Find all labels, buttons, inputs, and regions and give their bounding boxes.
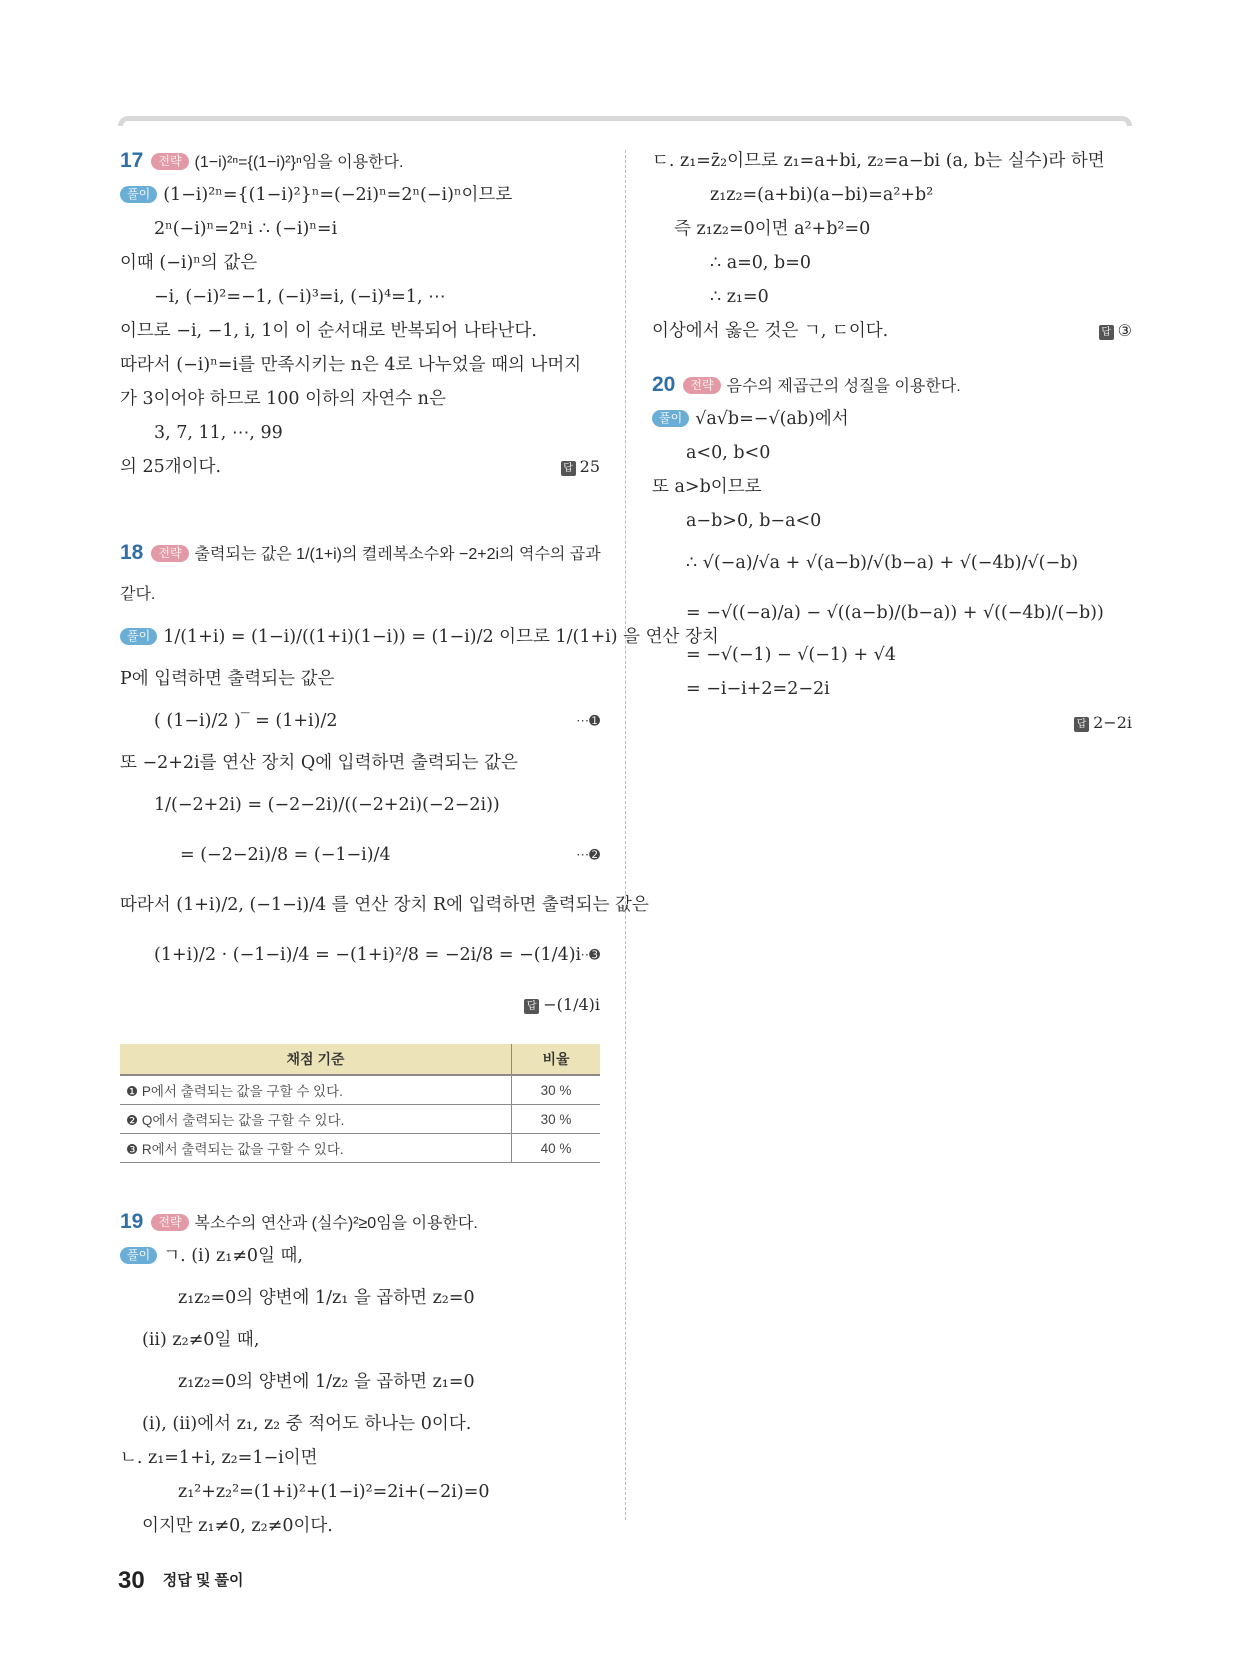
problem-17-hint: (1−i)²ⁿ={(1−i)²}ⁿ임을 이용한다. [194, 154, 404, 171]
rubric-header-row [120, 1044, 600, 1075]
solution-badge: 풀이 [120, 628, 157, 645]
solution-line [652, 314, 1132, 348]
answer-mark [1099, 314, 1132, 348]
solution-line: 또 a>b이므로 [652, 477, 762, 497]
solution-text: 의 25개이다. [120, 457, 222, 477]
solution-text: (1−i)²ⁿ={(1−i)²}ⁿ=(−2i)ⁿ=2ⁿ(−i)ⁿ이므로 [163, 185, 513, 205]
rubric-header-ratio: 비율 [512, 1044, 601, 1075]
solution-text: √a√b=−√(ab)에서 [695, 409, 849, 429]
answer-mark [524, 980, 600, 1030]
table-row [120, 1075, 600, 1105]
problem-18-hint: 출력되는 값은 1/(1+i)의 켤레복소수와 −2+2i의 역수의 곱과 [194, 546, 601, 563]
solution-line [120, 930, 600, 980]
solution-line: a−b>0, b−a<0 [686, 511, 822, 531]
solution-line: ∴ a=0, b=0 [710, 253, 812, 273]
problem-17 [120, 144, 600, 484]
page-number: 30 [118, 1567, 145, 1594]
solution-line: 이때 (−i)ⁿ의 값은 [120, 253, 258, 273]
answer-icon: 답 [1074, 717, 1089, 732]
problem-18 [120, 528, 719, 1163]
solution-line: 3, 7, 11, ⋯, 99 [154, 423, 283, 443]
problem-19-continued [652, 144, 1132, 348]
solution-line: (i), (ii)에서 z₁, z₂ 중 적어도 하나는 0이다. [142, 1414, 472, 1434]
solution-line [120, 830, 600, 880]
solution-text: ㄱ. (i) z₁≠0일 때, [163, 1246, 304, 1266]
step-marker: ⋯➊ [576, 713, 600, 728]
solution-line: 따라서 (−i)ⁿ=i를 만족시키는 n은 4로 나누었을 때의 나머지 [120, 355, 582, 375]
rubric-header-criteria: 채점 기준 [120, 1044, 512, 1075]
answer-icon: 답 [561, 461, 576, 476]
table-row [120, 1105, 600, 1134]
problem-19 [120, 1205, 600, 1543]
solution-line: 2ⁿ(−i)ⁿ=2ⁿi ∴ (−i)ⁿ=i [154, 219, 338, 239]
problem-20-number: 20 [652, 373, 676, 396]
solution-line: (ii) z₂≠0일 때, [142, 1330, 260, 1350]
solution-line: 1/(−2+2i) = (−2−2i)/((−2+2i)(−2−2i)) [154, 795, 500, 815]
solution-text: 이상에서 옳은 것은 ㄱ, ㄷ이다. [652, 321, 889, 341]
solution-line: z₁z₂=0의 양변에 1/z₁ 을 곱하면 z₂=0 [178, 1288, 475, 1308]
solution-badge: 풀이 [652, 410, 689, 427]
solution-text: ( (1−i)/2 )‾ = (1+i)/2 [154, 711, 338, 731]
solution-line: a<0, b<0 [686, 443, 771, 463]
solution-line: 따라서 (1+i)/2, (−1−i)/4 를 연산 장치 R에 입력하면 출력되는 값은 [120, 895, 649, 915]
strategy-badge: 전략 [683, 377, 720, 394]
problem-20-header [652, 368, 1132, 402]
strategy-badge: 전략 [151, 1214, 188, 1231]
answer-value: ③ [1117, 321, 1132, 340]
page-footer [118, 1566, 244, 1596]
problem-18-number: 18 [120, 541, 144, 564]
solution-line: 가 3이어야 하므로 100 이하의 자연수 n은 [120, 389, 446, 409]
rubric-ratio: 40 % [512, 1134, 601, 1163]
rubric-ratio: 30 % [512, 1075, 601, 1105]
solution-line [120, 178, 600, 212]
answer-icon: 답 [524, 999, 539, 1014]
problem-18-header [120, 528, 600, 578]
solution-line [120, 450, 600, 484]
solution-line: ㄴ. z₁=1+i, z₂=1−i이면 [120, 1448, 318, 1468]
answer-line [120, 980, 600, 1030]
top-rule [118, 116, 1132, 126]
solution-line [120, 696, 600, 746]
rubric-criteria: ❶ P에서 출력되는 값을 구할 수 있다. [120, 1075, 512, 1105]
rubric-criteria: ❸ R에서 출력되는 값을 구할 수 있다. [120, 1134, 512, 1163]
solution-text: (1+i)/2 · (−1−i)/4 = −(1+i)²/8 = −2i/8 = −(1/4)i [154, 945, 582, 965]
solution-line: = −√(−1) − √(−1) + √4 [686, 645, 896, 665]
answer-mark [1074, 706, 1132, 740]
problem-18-hint-cont: 같다. [120, 586, 156, 603]
scoring-rubric-table [120, 1044, 600, 1163]
answer-mark [561, 450, 600, 484]
step-marker: ⋯➌ [576, 947, 600, 962]
solution-line: 즉 z₁z₂=0이면 a²+b²=0 [674, 219, 871, 239]
problem-20 [652, 368, 1132, 740]
strategy-badge: 전략 [151, 545, 188, 562]
solution-line: 또 −2+2i를 연산 장치 Q에 입력하면 출력되는 값은 [120, 753, 518, 773]
footer-title: 정답 및 풀이 [162, 1572, 244, 1589]
table-row [120, 1134, 600, 1163]
column-divider [625, 150, 626, 1520]
solution-line: z₁²+z₂²=(1+i)²+(1−i)²=2i+(−2i)=0 [178, 1482, 490, 1502]
rubric-ratio: 30 % [512, 1105, 601, 1134]
solution-badge: 풀이 [120, 1247, 157, 1264]
solution-text: 1/(1+i) = (1−i)/((1+i)(1−i)) = (1−i)/2 이므로 1/(1+i) 을 연산 장치 [163, 627, 719, 647]
solution-line: = −√((−a)/a) − √((a−b)/(b−a)) + √((−4b)/(−b)) [686, 603, 1104, 623]
solution-line: ∴ z₁=0 [710, 287, 769, 307]
solution-line: ∴ √(−a)/√a + √(a−b)/√(b−a) + √(−4b)/√(−b) [686, 553, 1079, 573]
solution-line: 이지만 z₁≠0, z₂≠0이다. [142, 1516, 333, 1536]
solution-line: −i, (−i)²=−1, (−i)³=i, (−i)⁴=1, ⋯ [154, 287, 446, 307]
solution-line: z₁z₂=0의 양변에 1/z₂ 을 곱하면 z₁=0 [178, 1372, 475, 1392]
problem-17-number: 17 [120, 149, 144, 172]
problem-19-number: 19 [120, 1210, 144, 1233]
answer-value: −(1/4)i [543, 995, 600, 1014]
strategy-badge: 전략 [151, 153, 188, 170]
problem-19-header [120, 1205, 600, 1239]
answer-line [652, 706, 1132, 740]
step-marker: ⋯➋ [576, 847, 600, 862]
answer-value: 25 [579, 457, 600, 476]
solution-line: P에 입력하면 출력되는 값은 [120, 669, 335, 689]
right-column [652, 144, 1132, 740]
solution-line: z₁z₂=(a+bi)(a−bi)=a²+b² [710, 185, 934, 205]
solution-text: = (−2−2i)/8 = (−1−i)/4 [180, 845, 391, 865]
solution-badge: 풀이 [120, 186, 157, 203]
answer-icon: 답 [1099, 325, 1114, 340]
problem-17-header [120, 144, 600, 178]
solution-line [120, 612, 719, 662]
solution-line [652, 402, 1132, 436]
solution-line: = −i−i+2=2−2i [686, 679, 830, 699]
answer-value: 2−2i [1093, 713, 1132, 732]
solution-line: ㄷ. z₁=z̄₂이므로 z₁=a+bi, z₂=a−bi (a, b는 실수)라 하면 [652, 151, 1105, 171]
problem-20-hint: 음수의 제곱근의 성질을 이용한다. [726, 378, 961, 395]
problem-19-hint: 복소수의 연산과 (실수)²≥0임을 이용한다. [194, 1215, 478, 1232]
rubric-criteria: ❷ Q에서 출력되는 값을 구할 수 있다. [120, 1105, 512, 1134]
solution-line: 이므로 −i, −1, i, 1이 이 순서대로 반복되어 나타난다. [120, 321, 537, 341]
solution-line [120, 1239, 600, 1273]
